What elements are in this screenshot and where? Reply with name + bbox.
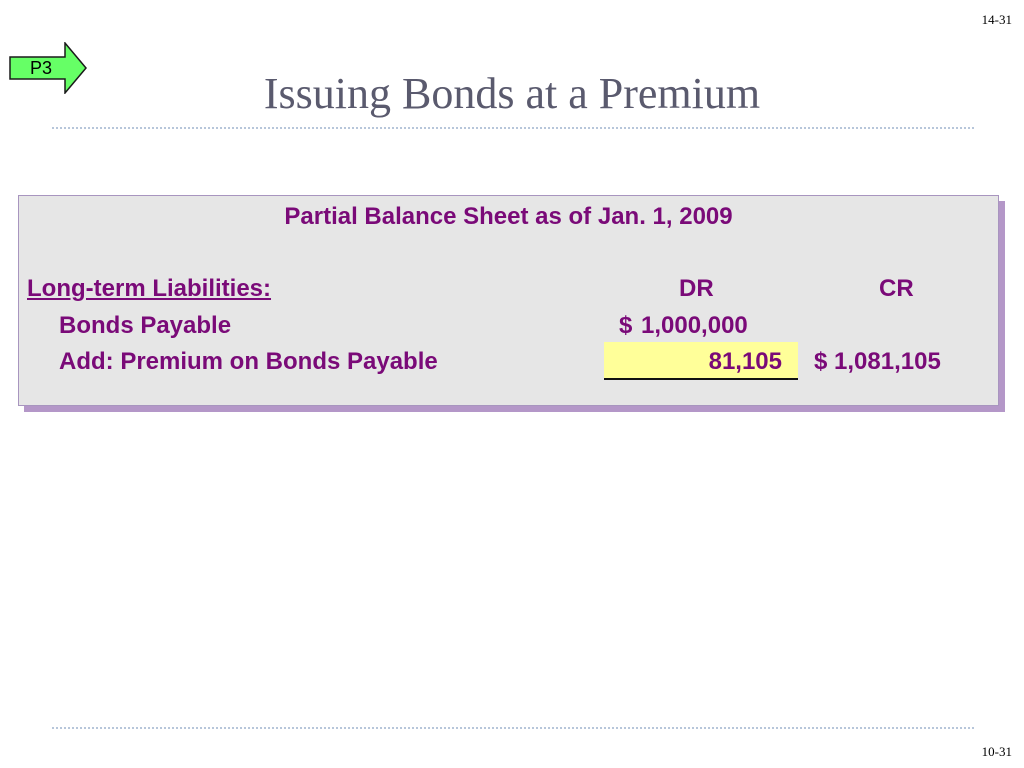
bonds-payable-debit: 1,000,000 bbox=[641, 312, 748, 339]
slide-title: Issuing Bonds at a Premium bbox=[263, 69, 761, 118]
balance-sheet-title: Partial Balance Sheet as of Jan. 1, 2009 bbox=[284, 203, 733, 230]
credit-column-header: CR bbox=[879, 275, 914, 302]
bonds-payable-currency: $ bbox=[619, 312, 633, 339]
bottom-divider bbox=[52, 727, 974, 729]
carrying-value-credit: $ 1,081,105 bbox=[814, 348, 941, 375]
page-number-bottom: 10-31 bbox=[981, 744, 1012, 759]
learning-objective-label: P3 bbox=[29, 58, 53, 78]
page-number-top: 14-31 bbox=[981, 12, 1012, 27]
debit-column-header: DR bbox=[679, 275, 714, 302]
long-term-liabilities-heading: Long-term Liabilities: bbox=[27, 275, 272, 302]
balance-sheet-panel bbox=[18, 195, 999, 406]
premium-debit: 81,105 bbox=[708, 348, 782, 375]
bonds-payable-label: Bonds Payable bbox=[59, 312, 232, 339]
premium-label: Add: Premium on Bonds Payable bbox=[59, 348, 438, 375]
top-divider bbox=[52, 127, 974, 129]
